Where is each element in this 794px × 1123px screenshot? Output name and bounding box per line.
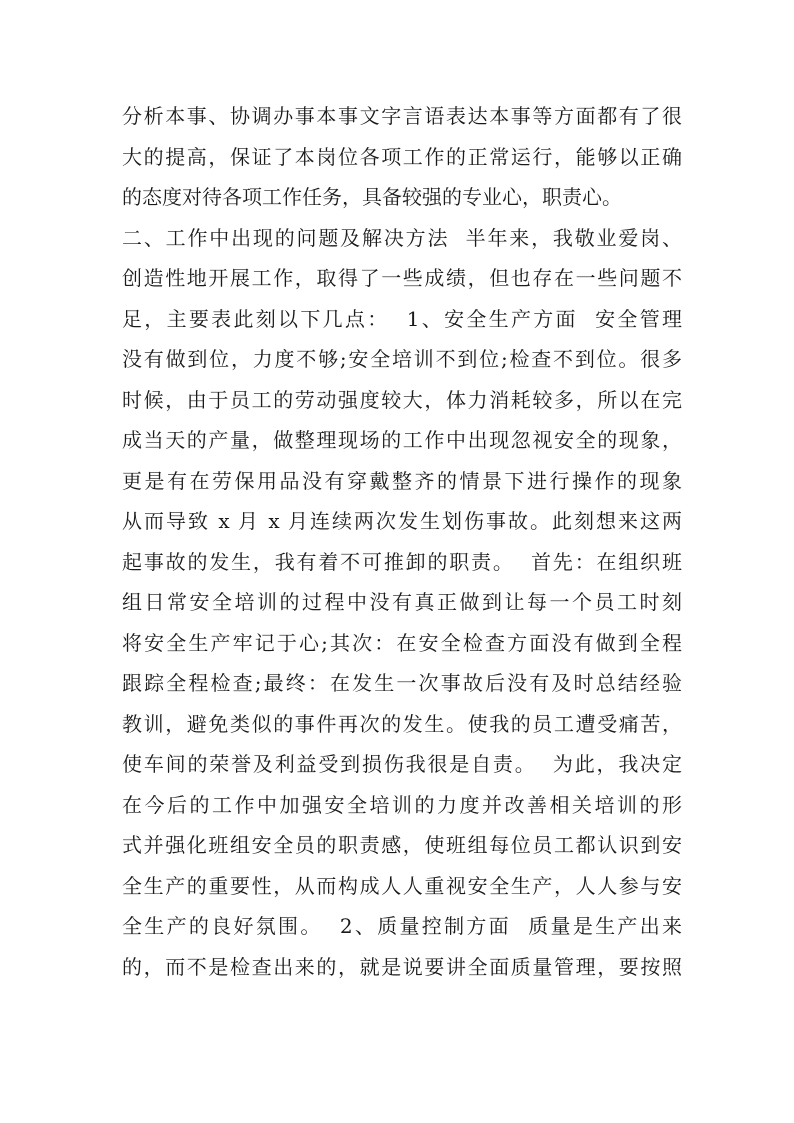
text-line: 成当天的产量，做整理现场的工作中出现忽视安全的现象，	[122, 428, 682, 452]
text-line: 创造性地开展工作，取得了一些成绩，但也存在一些问题不	[122, 266, 682, 290]
text-line: 从而导致 x 月 x 月连续两次发生划伤事故。此刻想来这两	[122, 509, 682, 533]
text-line: 使车间的荣誉及利益受到损伤我很是自责。 为此，我决定	[122, 752, 682, 776]
text-line: 全生产的良好氛围。 2、质量控制方面 质量是生产出来	[122, 914, 682, 938]
text-line: 时候，由于员工的劳动强度较大，体力消耗较多，所以在完	[122, 387, 682, 412]
text-line: 没有做到位，力度不够;安全培训不到位;检查不到位。很多	[122, 347, 682, 371]
text-line: 式并强化班组安全员的职责感，使班组每位员工都认识到安	[122, 833, 682, 857]
text-line: 将安全生产牢记于心;其次：在安全检查方面没有做到全程	[122, 630, 682, 655]
text-line: 组日常安全培训的过程中没有真正做到让每一个员工时刻	[122, 590, 682, 614]
text-line: 更是有在劳保用品没有穿戴整齐的情景下进行操作的现象	[122, 468, 682, 493]
text-line: 起事故的发生，我有着不可推卸的职责。 首先：在组织班	[122, 549, 682, 574]
text-line: 在今后的工作中加强安全培训的力度并改善相关培训的形	[122, 792, 682, 817]
text-line: 大的提高，保证了本岗位各项工作的正常运行，能够以正确	[122, 144, 682, 169]
text-line: 的态度对待各项工作任务，具备较强的专业心，职责心。	[122, 185, 622, 209]
text-line: 足，主要表此刻以下几点： 1、安全生产方面 安全管理	[122, 306, 682, 331]
text-line: 跟踪全程检查;最终：在发生一次事故后没有及时总结经验	[122, 671, 682, 695]
body-text	[122, 96, 682, 987]
text-line: 全生产的重要性，从而构成人人重视安全生产，人人参与安	[122, 873, 682, 898]
text-line: 的，而不是检查出来的，就是说要讲全面质量管理，要按照	[122, 954, 682, 979]
text-line: 分析本事、协调办事本事文字言语表达本事等方面都有了很	[122, 104, 682, 128]
text-line: 二、工作中出现的问题及解决方法 半年来，我敬业爱岗、	[122, 225, 682, 250]
text-line: 教训，避免类似的事件再次的发生。使我的员工遭受痛苦，	[122, 711, 682, 736]
